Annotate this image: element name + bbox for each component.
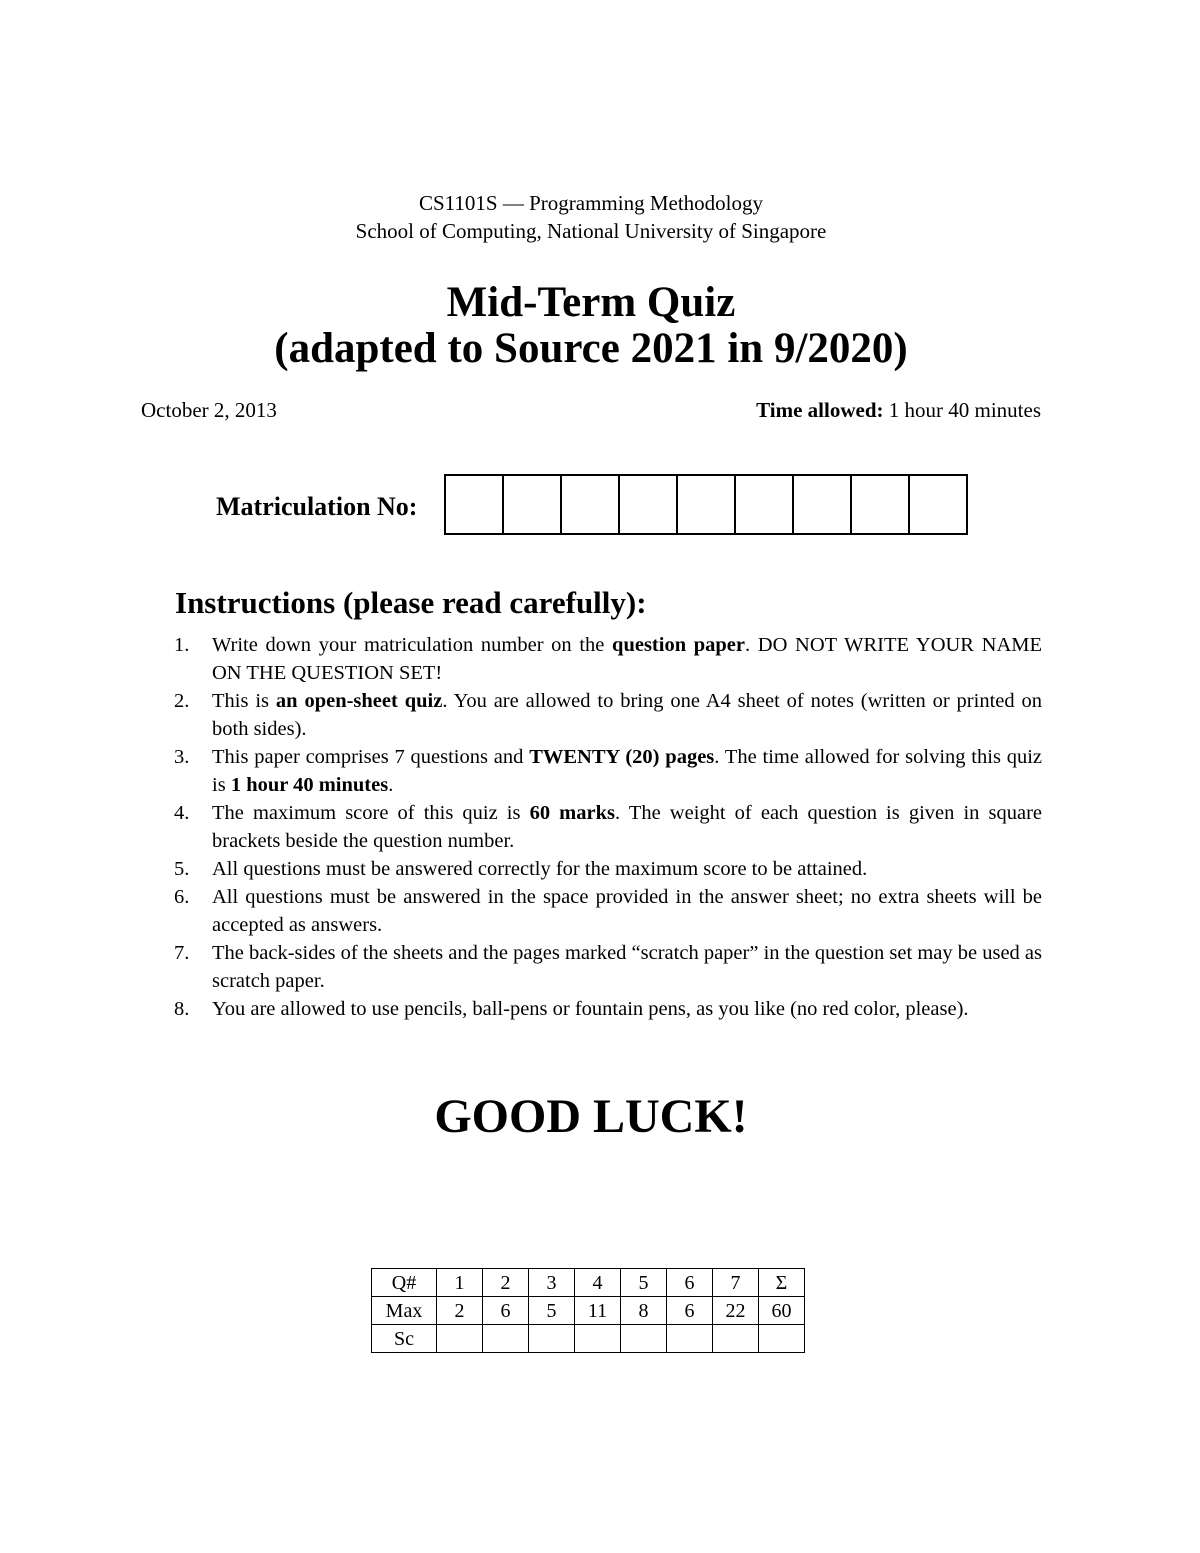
instruction-text: All questions must be answered correctly for the maximum score to be attained. bbox=[212, 858, 868, 880]
instruction-item bbox=[166, 939, 1042, 995]
instruction-text: This is bbox=[212, 690, 276, 712]
instruction-text: This paper comprises 7 questions and bbox=[212, 746, 530, 768]
score-table-cell[interactable] bbox=[713, 1325, 759, 1353]
instruction-text: You are allowed to use pencils, ball-pens or fountain pens, as you like (no red color, please). bbox=[212, 998, 969, 1020]
instruction-text: . You are allowed to bring one A4 sheet of notes (written or printed on both sides). bbox=[212, 690, 1043, 740]
instruction-emphasis: 1 hour 40 minutes bbox=[230, 774, 389, 796]
score-table-cell[interactable] bbox=[667, 1325, 713, 1353]
instruction-text: . The time allowed for solving this quiz is bbox=[212, 746, 1043, 796]
instruction-number: 8. bbox=[174, 998, 190, 1020]
instruction-number: 3. bbox=[174, 746, 190, 768]
score-table-cell: 11 bbox=[575, 1297, 621, 1325]
instruction-number: 6. bbox=[174, 886, 190, 908]
score-table-cell[interactable] bbox=[483, 1325, 529, 1353]
score-table-cell: 7 bbox=[713, 1269, 759, 1297]
instruction-text: The maximum score of this quiz is bbox=[212, 802, 530, 824]
score-table-cell[interactable] bbox=[575, 1325, 621, 1353]
score-table-cell: 2 bbox=[483, 1269, 529, 1297]
instruction-item bbox=[166, 855, 1042, 883]
instruction-text: Write down your matriculation number on the bbox=[212, 634, 613, 656]
instruction-text: . DO NOT WRITE YOUR NAME ON THE QUESTION SET! bbox=[212, 634, 1042, 684]
instruction-item bbox=[166, 631, 1042, 687]
matriculation-digit-box[interactable] bbox=[620, 474, 678, 535]
matriculation-number-boxes[interactable] bbox=[444, 474, 968, 535]
score-table-cell: 1 bbox=[437, 1269, 483, 1297]
score-table-cell: 8 bbox=[621, 1297, 667, 1325]
matriculation-label: Matriculation No: bbox=[216, 492, 418, 521]
quiz-date: October 2, 2013 bbox=[141, 398, 277, 422]
score-table-header-row bbox=[372, 1269, 805, 1297]
score-table-cell: 4 bbox=[575, 1269, 621, 1297]
document-subtitle: (adapted to Source 2021 in 9/2020) bbox=[274, 325, 908, 372]
good-luck-message: GOOD LUCK! bbox=[434, 1090, 748, 1143]
instruction-number: 1. bbox=[174, 634, 190, 656]
matriculation-digit-box[interactable] bbox=[562, 474, 620, 535]
instruction-text: All questions must be answered in the space provided in the answer sheet; no extra sheets will be accepted as answers. bbox=[212, 886, 1042, 936]
instruction-number: 5. bbox=[174, 858, 190, 880]
score-table-cell[interactable] bbox=[759, 1325, 805, 1353]
instruction-number: 4. bbox=[174, 802, 190, 824]
matriculation-digit-box[interactable] bbox=[446, 474, 504, 535]
instruction-item bbox=[166, 883, 1042, 939]
instructions-list bbox=[166, 631, 1042, 1023]
score-table-cell[interactable] bbox=[437, 1325, 483, 1353]
instruction-number: 7. bbox=[174, 942, 190, 964]
score-table-cell: Σ bbox=[759, 1269, 805, 1297]
instruction-item bbox=[166, 799, 1042, 855]
matriculation-digit-box[interactable] bbox=[852, 474, 910, 535]
time-allowed-value: 1 hour 40 minutes bbox=[888, 398, 1041, 422]
instructions-heading: Instructions (please read carefully): bbox=[175, 585, 647, 620]
time-allowed bbox=[756, 396, 1041, 424]
instruction-item bbox=[166, 743, 1042, 799]
score-table-cell: 60 bbox=[759, 1297, 805, 1325]
score-table-cell: 6 bbox=[667, 1297, 713, 1325]
instruction-text: . bbox=[388, 774, 394, 796]
instruction-emphasis: TWENTY (20) pages bbox=[529, 746, 715, 768]
score-table-row-label: Q# bbox=[372, 1269, 437, 1297]
score-table-score-row bbox=[372, 1325, 805, 1353]
matriculation-digit-box[interactable] bbox=[910, 474, 968, 535]
course-title: CS1101S — Programming Methodology bbox=[419, 191, 763, 215]
instruction-emphasis: an open-sheet quiz bbox=[275, 690, 443, 712]
instruction-item bbox=[166, 687, 1042, 743]
school-name: School of Computing, National University of Singapore bbox=[355, 219, 827, 243]
score-table-cell: 3 bbox=[529, 1269, 575, 1297]
score-table-cell[interactable] bbox=[621, 1325, 667, 1353]
score-table-row-label: Sc bbox=[372, 1325, 437, 1353]
document-title: Mid-Term Quiz bbox=[446, 279, 736, 326]
score-table-max-row bbox=[372, 1297, 805, 1325]
matriculation-digit-box[interactable] bbox=[678, 474, 736, 535]
instruction-emphasis: 60 marks bbox=[529, 802, 615, 824]
score-table-cell: 22 bbox=[713, 1297, 759, 1325]
instruction-item bbox=[166, 995, 1042, 1023]
instruction-emphasis: question paper bbox=[612, 634, 746, 656]
score-table-cell: 5 bbox=[621, 1269, 667, 1297]
score-table-row-label: Max bbox=[372, 1297, 437, 1325]
instruction-text: The back-sides of the sheets and the pages marked “scratch paper” in the question set may be used as scratch paper. bbox=[212, 942, 1042, 992]
score-table-cell: 2 bbox=[437, 1297, 483, 1325]
matriculation-digit-box[interactable] bbox=[504, 474, 562, 535]
score-table-cell: 6 bbox=[483, 1297, 529, 1325]
score-table-cell: 5 bbox=[529, 1297, 575, 1325]
matriculation-digit-box[interactable] bbox=[736, 474, 794, 535]
score-table bbox=[371, 1268, 805, 1353]
instruction-text: . The weight of each question is given in square brackets beside the question number. bbox=[212, 802, 1042, 852]
time-allowed-label: Time allowed: bbox=[756, 398, 884, 422]
matriculation-digit-box[interactable] bbox=[794, 474, 852, 535]
score-table-cell: 6 bbox=[667, 1269, 713, 1297]
score-table-cell[interactable] bbox=[529, 1325, 575, 1353]
instruction-number: 2. bbox=[174, 690, 190, 712]
